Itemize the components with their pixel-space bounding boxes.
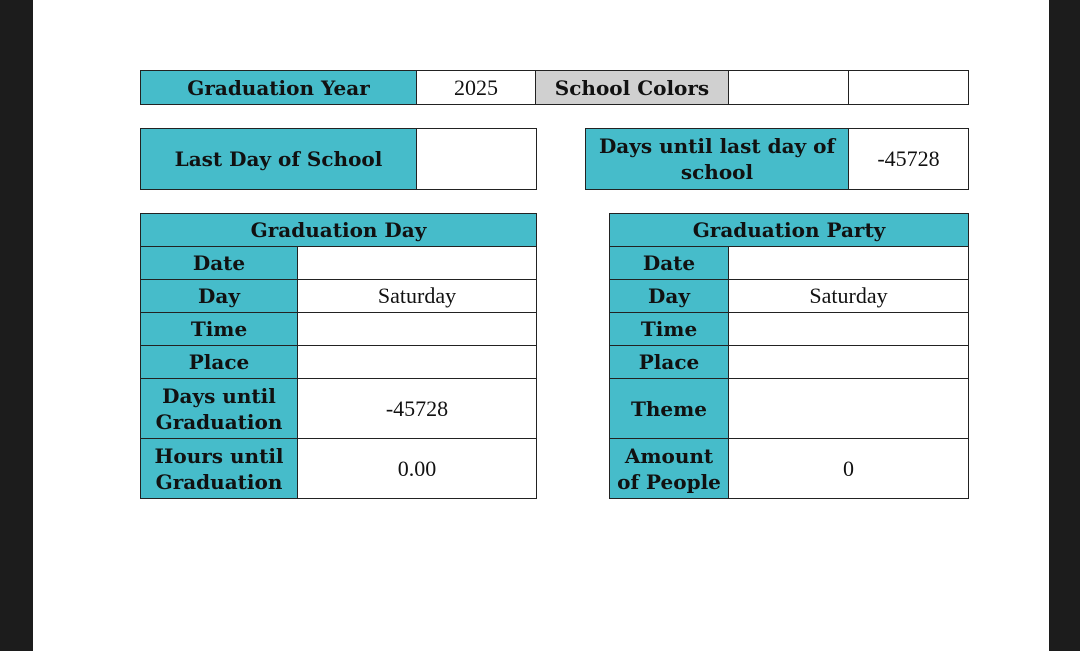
graduation-party-title: Graduation Party: [610, 214, 969, 247]
gd-days-until-value[interactable]: -45728: [298, 379, 537, 439]
days-until-last-day-label: Days until last day of school: [586, 129, 849, 190]
last-day-label: Last Day of School: [141, 129, 417, 190]
gp-time-label: Time: [610, 313, 729, 346]
graduation-party-table: [609, 213, 969, 499]
gd-day-label: Day: [141, 280, 298, 313]
graduation-day-title: Graduation Day: [141, 214, 537, 247]
gd-hours-until-value[interactable]: 0.00: [298, 439, 537, 499]
gd-hours-until-label: Hours until Graduation: [141, 439, 298, 499]
graduation-year-table: [140, 70, 969, 105]
school-colors-label: School Colors: [536, 71, 729, 105]
gd-time-label: Time: [141, 313, 298, 346]
days-until-last-day-value[interactable]: -45728: [849, 129, 969, 190]
gp-time-value[interactable]: [729, 313, 969, 346]
spreadsheet-page: [33, 0, 1049, 651]
school-color-2-cell[interactable]: [849, 71, 969, 105]
gp-date-value[interactable]: [729, 247, 969, 280]
gd-days-until-label: Days until Graduation: [141, 379, 298, 439]
last-day-table: [140, 128, 537, 190]
gd-date-value[interactable]: [298, 247, 537, 280]
gp-place-label: Place: [610, 346, 729, 379]
graduation-day-table: [140, 213, 537, 499]
graduation-year-label: Graduation Year: [141, 71, 417, 105]
gp-theme-label: Theme: [610, 379, 729, 439]
gd-place-value[interactable]: [298, 346, 537, 379]
last-day-value[interactable]: [417, 129, 537, 190]
gp-day-value[interactable]: Saturday: [729, 280, 969, 313]
days-until-last-day-table: [585, 128, 969, 190]
gp-date-label: Date: [610, 247, 729, 280]
school-color-1-cell[interactable]: [729, 71, 849, 105]
gd-place-label: Place: [141, 346, 298, 379]
gp-day-label: Day: [610, 280, 729, 313]
graduation-year-value[interactable]: 2025: [417, 71, 536, 105]
gp-place-value[interactable]: [729, 346, 969, 379]
gd-day-value[interactable]: Saturday: [298, 280, 537, 313]
gp-amount-label: Amount of People: [610, 439, 729, 499]
gp-amount-value[interactable]: 0: [729, 439, 969, 499]
gd-time-value[interactable]: [298, 313, 537, 346]
gp-theme-value[interactable]: [729, 379, 969, 439]
gd-date-label: Date: [141, 247, 298, 280]
